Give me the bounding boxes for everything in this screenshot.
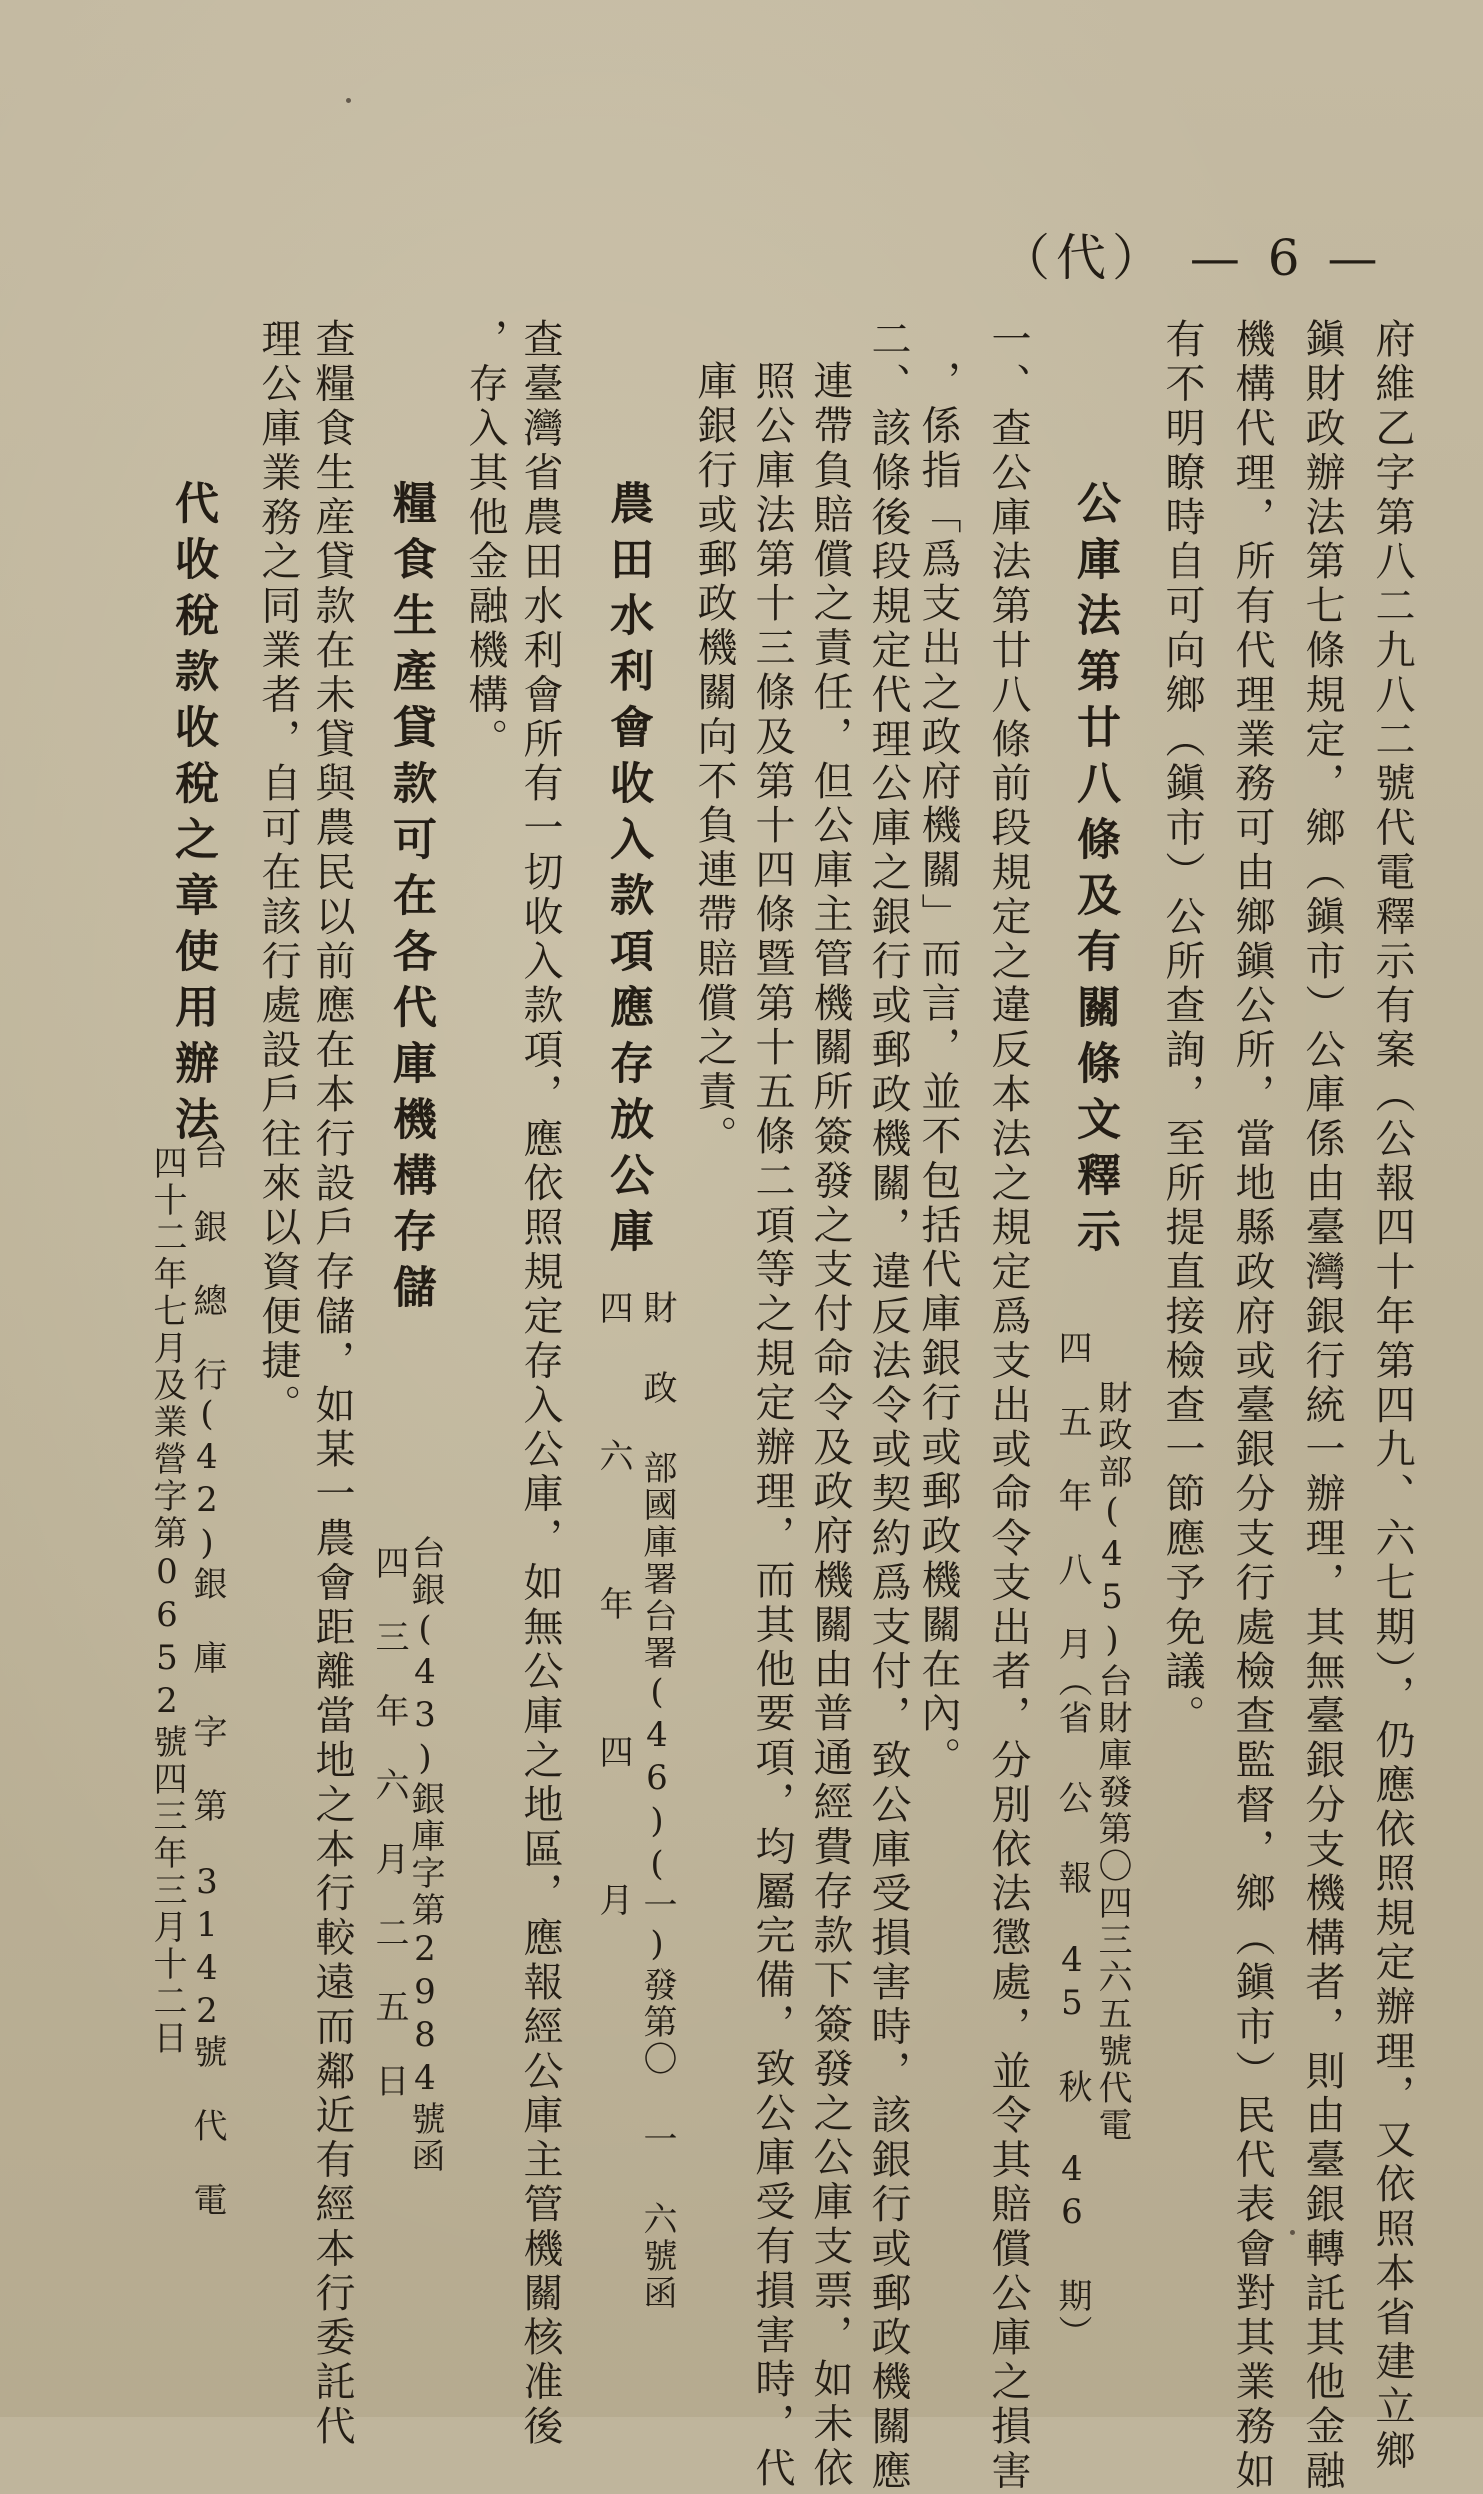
text-column: 查臺灣省農田水利會所有一切收入款項，應依照規定存入公庫，如無公庫之地區，應報經公庫主管機關核准後 <box>517 318 563 2450</box>
citation-source: 台銀(43)銀庫字第2984號函 <box>405 1535 445 2175</box>
text-column: 連帶負賠償之責任，但公庫主管機關所簽發之支付命令及政府機關由普通經費存款下簽發之公庫支票，如未依 <box>807 360 853 2492</box>
page-header: （代） — 6 — <box>1000 229 1384 287</box>
citation-source: 財政部(45)台財庫發第〇四三六五號代電 <box>1092 1380 1132 2144</box>
citation-date: 四 五 年 八 月（省 公 報 45 秋 46 期） <box>1052 1330 1092 2352</box>
citation-date: 四 六 年 四 月 <box>593 1290 633 1919</box>
text-column: ，存入其他金融機構。 <box>462 318 508 762</box>
text-column: 庫銀行或郵政機關向不負連帶賠償之責。 <box>691 360 737 1160</box>
paper-speck <box>1290 2230 1295 2235</box>
section-heading: 農田水利會收入款項應存放公庫 <box>602 480 653 1264</box>
section-heading: 公庫法第廿八條及有關條文釋示 <box>1069 480 1120 1264</box>
text-column: ，係指「爲支出之政府機關」而言，並不包括代庫銀行或郵政機關在內。 <box>915 360 961 1781</box>
section-heading: 糧食生產貸款可在各代庫機構存儲 <box>385 480 436 1320</box>
citation-date: 四 三 年 六 月 二 五 日 <box>369 1545 409 2100</box>
text-column: 照公庫法第十三條及第十四條暨第十五條二項等之規定辦理，而其他要項，均屬完備，致公庫受有損害時，代 <box>749 360 795 2492</box>
text-column: 機構代理，所有代理業務可由鄉鎭公所，當地縣政府或臺銀分支行處檢查監督，鄉（鎭市）民代表會對其業務如 <box>1229 318 1275 2494</box>
citation-source: 台 銀 總 行(42)銀 庫 字 第 3142號 代 電 <box>187 1135 227 2219</box>
paper-speck <box>346 98 351 103</box>
text-column: 查糧食生産貸款在未貸與農民以前應在本行設戶存儲，如某一農會距離當地之本行較遠而鄰近有經本行委託代 <box>309 318 355 2450</box>
text-column: 理公庫業務之同業者，自可在該行處設戶往來以資便捷。 <box>255 318 301 1428</box>
text-column: 鎭財政辦法第七條規定，鄉（鎭市）公庫係由臺灣銀行統一辦理，其無臺銀分支機構者，則由臺銀轉託其他金融 <box>1299 318 1345 2494</box>
text-column: 二、該條後段規定代理公庫之銀行或郵政機關，違反法令或契約爲支付，致公庫受損害時，該銀行或郵政機關應 <box>865 318 911 2494</box>
text-column: 一、查公庫法第廿八條前段規定之違反本法之規定爲支出或命令支出者，分別依法懲處，並令其賠償公庫之損害 <box>985 318 1031 2494</box>
citation-source: 財 政 部國庫署台署(46)(一)發第〇 一 六號函 <box>637 1290 677 2312</box>
text-column: 府維乙字第八二九八二號代電釋示有案（公報四十年第四九、六七期），仍應依照規定辦理，又依照本省建立鄉 <box>1369 318 1415 2474</box>
text-column: 有不明瞭時自可向鄉（鎭市）公所查詢，至所提直接檢查一節應予免議。 <box>1159 318 1205 1739</box>
citation-date: 四十二年七月及業營字第0652號四三年三月十二日 <box>147 1145 187 2057</box>
section-heading: 代收稅款收稅之章使用辦法 <box>167 480 218 1152</box>
